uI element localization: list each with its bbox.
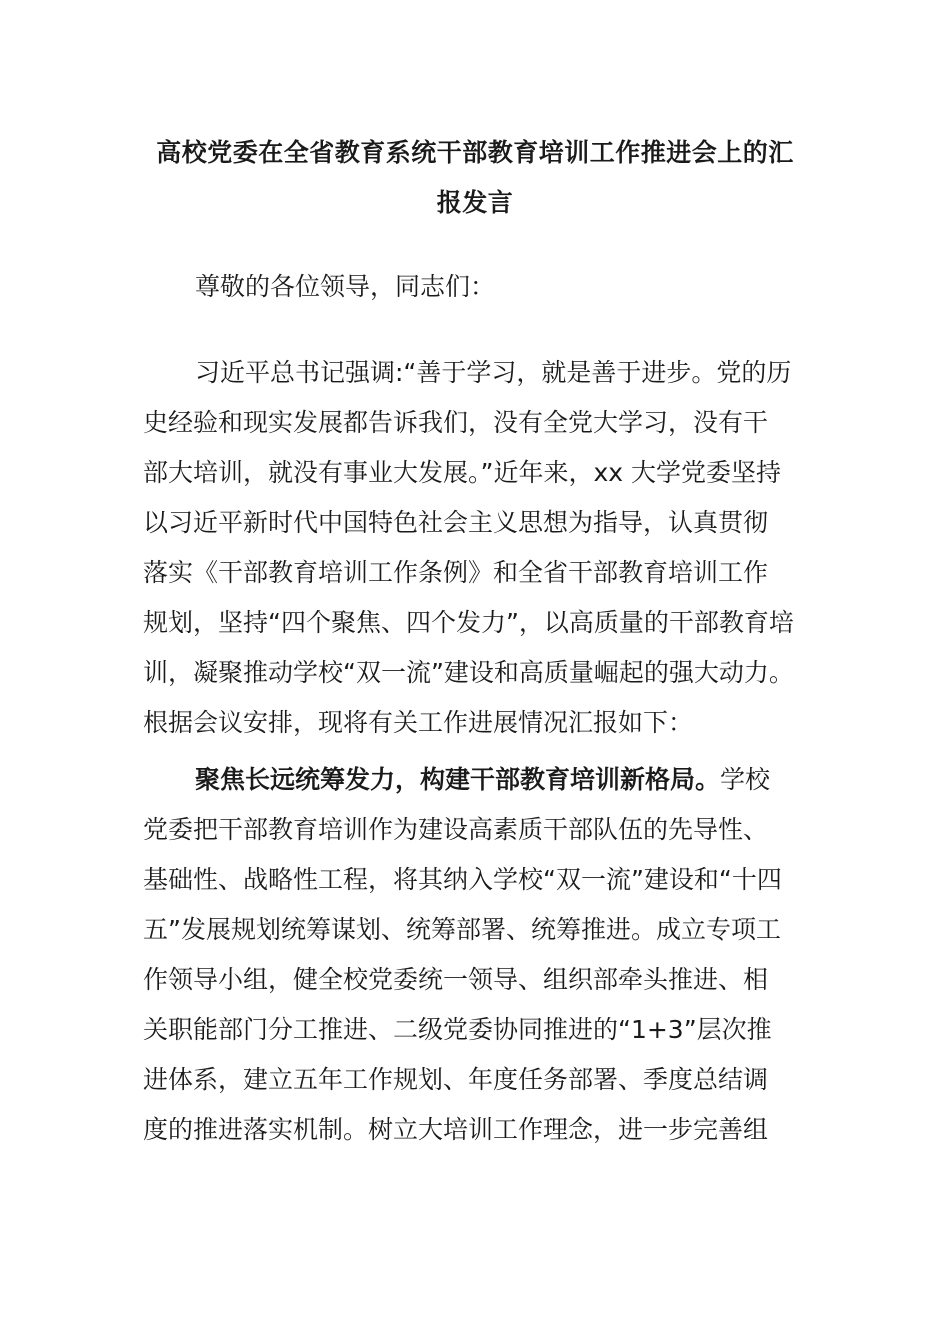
salutation-text: 尊敬的各位领导，同志们： [195, 272, 496, 301]
paragraph-intro [143, 348, 808, 748]
paragraph-line: 五”发展规划统筹谋划、统筹部署、统筹推进。成立专项工 [143, 915, 781, 944]
paragraph-line: 规划，坚持“四个聚焦、四个发力”，以高质量的干部教育培 [143, 608, 794, 637]
section-heading: 聚焦长远统筹发力，构建干部教育培训新格局。 [195, 765, 721, 794]
paragraph-line: 关职能部门分工推进、二级党委协同推进的“1+3”层次推 [143, 1015, 772, 1044]
paragraph-line: 进体系，建立五年工作规划、年度任务部署、季度总结调 [143, 1065, 769, 1094]
paragraph-line: 度的推进落实机制。树立大培训工作理念，进一步完善组 [143, 1115, 769, 1144]
salutation-paragraph [143, 262, 808, 312]
paragraph-line: 部大培训，就没有事业大发展。”近年来，xx 大学党委坚持 [143, 458, 781, 487]
paragraph-line: 史经验和现实发展都告诉我们，没有全党大学习，没有干 [143, 408, 769, 437]
title-line-1: 高校党委在全省教育系统干部教育培训工作推进会上的汇 [156, 138, 794, 167]
document-title [140, 128, 810, 228]
section-heading-tail: 学校 [720, 765, 771, 794]
paragraph-line: 落实《干部教育培训工作条例》和全省干部教育培训工作 [143, 558, 769, 587]
paragraph-line: 训，凝聚推动学校“双一流”建设和高质量崛起的强大动力。 [143, 658, 794, 687]
paragraph-section-one [143, 755, 808, 1155]
paragraph-line: 党委把干部教育培训作为建设高素质干部队伍的先导性、 [143, 815, 769, 844]
paragraph-line: 习近平总书记强调:“善于学习，就是善于进步。党的历 [195, 358, 792, 387]
paragraph-first-line [143, 755, 808, 805]
paragraph-line: 以习近平新时代中国特色社会主义思想为指导，认真贯彻 [143, 508, 769, 537]
paragraph-line: 基础性、战略性工程，将其纳入学校“双一流”建设和“十四 [143, 865, 782, 894]
title-line-2: 报发言 [436, 188, 514, 217]
paragraph-line: 作领导小组，健全校党委统一领导、组织部牵头推进、相 [143, 965, 769, 994]
paragraph-line: 根据会议安排，现将有关工作进展情况汇报如下： [143, 708, 694, 737]
